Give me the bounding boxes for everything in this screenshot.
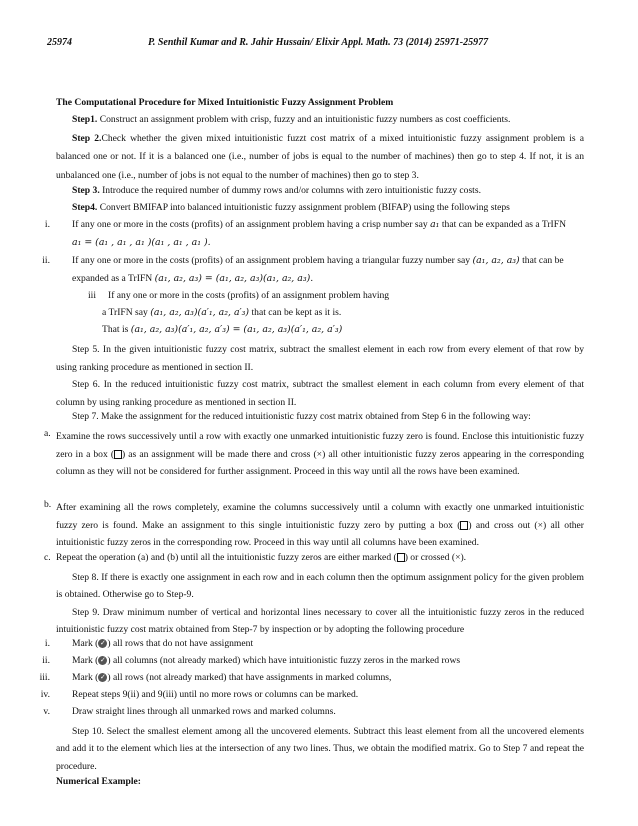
item-ii-body: If any one or more in the costs (profits) of an assignment problem having a triangular fuzzy number say [72, 255, 471, 266]
mark-item-2-post: ) all columns (not already marked) which have intuitionistic fuzzy zeros in the marked rows [107, 655, 461, 666]
mark-item-1-post: ) all rows that do not have assignment [107, 638, 254, 649]
checkmark-icon: ✓ [99, 639, 106, 648]
checkmark-icon: ✓ [99, 656, 106, 665]
step9-paragraph: Step 9. Draw minimum number of vertical and horizontal lines necessary to cover all the intuitionistic fuzzy zeros in the reduced intuitionistic fuzzy cost matrix obtained from Step-7 by inspection or by adopting the following procedure [56, 607, 584, 636]
mark-item-2 [72, 655, 460, 667]
item-c-text [56, 552, 466, 564]
running-header-citation: P. Senthil Kumar and R. Jahir Hussain/ Elixir Appl. Math. 73 (2014) 25971-25977 [148, 37, 489, 48]
item-ii-tail: that can be [519, 255, 564, 266]
item-iii-tail: that can be kept as it is. [249, 307, 342, 318]
item-i-tail: that can be expanded as a TrIFN [439, 219, 567, 230]
mark-item-1 [72, 638, 253, 650]
step2-paragraph [56, 130, 584, 185]
step4-paragraph [72, 202, 510, 214]
item-ii-line2-text: expanded as a TrIFN [72, 273, 153, 284]
item-b-label: b. [44, 499, 52, 510]
mark-item-4: Repeat steps 9(ii) and 9(iii) until no more rows or columns can be marked. [72, 689, 359, 700]
item-iii-line3 [102, 324, 342, 336]
checkmark-icon: ✓ [99, 673, 106, 682]
item-iii-body: If any one or more in the costs (profits) of an assignment problem having [108, 290, 390, 301]
section-title: The Computational Procedure for Mixed Intuitionistic Fuzzy Assignment Problem [56, 97, 394, 108]
item-i-text [72, 219, 566, 231]
step4-text: Convert BMIFAP into balanced intuitionistic fuzzy assignment problem (BIFAP) using the following steps [97, 202, 510, 213]
step10-paragraph: Step 10. Select the smallest element among all the uncovered elements. Subtract this least element from all the uncovered elements and add it to the element which lies at the intersection of any two lines. Thus, we obtain the modified matrix. Go to Step 7 and repeat the procedure. [56, 726, 584, 772]
item-ii-line2 [72, 273, 313, 285]
item-c-label: c. [44, 552, 51, 563]
mark-item-5-number: v. [43, 706, 50, 717]
mark-item-5: Draw straight lines through all unmarked rows and marked columns. [72, 706, 336, 717]
item-i-number: i. [44, 219, 50, 230]
item-iii-number: iii [88, 290, 96, 301]
item-c-text-2: ) or crossed (×). [404, 552, 467, 563]
step1-label: Step1. [72, 114, 98, 125]
item-b-text-2: ) and cross out (×) all other intuitionistic fuzzy zeros in the corresponding row. Proceed in this way until all columns have been examined. [56, 519, 584, 549]
page-number: 25974 [47, 37, 72, 48]
item-b-text-1: After examining all the rows completely, examine the columns successively until a column with exactly one unmarked intuitionistic fuzzy zero is found. Make an assignment to this single intuitionistic fuzzy zero by putting a box ( [56, 502, 584, 531]
step1-text: Construct an assignment problem with crisp, fuzzy and an intuitionistic fuzzy numbers as cost coefficients. [97, 114, 511, 125]
item-iii-line1 [88, 290, 389, 302]
item-iii-equation: (a₁, a₂, a₃)(a′₁, a₂, a′₃) = (a₁, a₂, a₃)(a′₁, a₂, a′₃) [130, 324, 343, 335]
item-c-text-1: Repeat the operation (a) and (b) until all the intuitionistic fuzzy zeros are either marked ( [56, 552, 397, 563]
mark-item-3-pre: Mark ( [72, 672, 99, 683]
item-iii-line2-text: a TrIFN say [102, 307, 148, 318]
mark-item-2-pre: Mark ( [72, 655, 99, 666]
item-iii-line2 [102, 307, 341, 319]
step7-paragraph: Step 7. Make the assignment for the reduced intuitionistic fuzzy cost matrix obtained from Step 6 in the following way: [72, 411, 531, 422]
mark-item-4-number: iv. [40, 689, 50, 700]
step6-paragraph: Step 6. In the reduced intuitionistic fuzzy cost matrix, subtract the smallest element in each column from every element of that column by using ranking procedure as mentioned in section II. [56, 379, 584, 408]
box-symbol-icon [114, 450, 122, 459]
item-iii-symbol: (a₁, a₂, a₃)(a′₁, a₂, a′₃) [150, 307, 250, 318]
item-ii-number: ii. [42, 255, 50, 266]
mark-item-3-number: iii. [39, 672, 50, 683]
step2-label: Step 2. [72, 133, 102, 144]
step5-paragraph: Step 5. In the given intuitionistic fuzzy cost matrix, subtract the smallest element in each row from every element of that row by using ranking procedure as mentioned in section II. [56, 344, 584, 373]
step3-text: Introduce the required number of dummy rows and/or columns with zero intuitionistic fuzzy costs. [99, 185, 481, 196]
item-a-text-1: Examine the rows successively until a row with exactly one unmarked intuitionistic fuzzy zero is found. Enclose this intuitionistic fuzzy zero in a box ( [56, 431, 584, 460]
item-b-text [56, 499, 584, 552]
item-a-text [56, 428, 584, 481]
item-i-equation: a₁ = (a₁ , a₁ , a₁ )(a₁ , a₁ , a₁ ). [72, 237, 211, 248]
item-ii-text [72, 255, 564, 267]
item-i-body: If any one or more in the costs (profits) of an assignment problem having a crisp number say [72, 219, 428, 230]
mark-item-3 [72, 672, 391, 684]
box-symbol-icon [397, 553, 405, 562]
step3-label: Step 3. [72, 185, 100, 196]
step1-paragraph [72, 114, 510, 126]
step2-text: Check whether the given mixed intuitionistic fuzzt cost matrix of a mixed intuitionistic fuzzy assignment problem is a balanced one or not. If it is a balanced one (i.e., number of jobs is equal to the number of machines) then go to step 4. If not, it is an unbalanced one (i.e., number of jobs is not equal to the number of machines) then go to step 3. [56, 133, 585, 181]
step4-label: Step4. [72, 202, 98, 213]
item-ii-symbol: (a₁, a₂, a₃) [472, 255, 520, 266]
mark-item-1-number: i. [44, 638, 50, 649]
item-iii-line3-text: That is [102, 324, 129, 335]
mark-item-1-pre: Mark ( [72, 638, 99, 649]
item-ii-equation: (a₁, a₂, a₃) = (a₁, a₂, a₃)(a₁, a₂, a₃). [154, 273, 314, 284]
numerical-example-heading: Numerical Example: [56, 776, 141, 787]
item-i-symbol: a₁ [430, 219, 440, 230]
step8-paragraph: Step 8. If there is exactly one assignment in each row and in each column then the optimum assignment policy for the given problem is obtained. Otherwise go to Step-9. [56, 572, 584, 601]
item-a-label: a. [44, 428, 51, 439]
step3-paragraph [72, 185, 481, 197]
mark-item-3-post: ) all rows (not already marked) that have assignments in marked columns, [107, 672, 392, 683]
mark-item-2-number: ii. [42, 655, 50, 666]
item-a-text-2: ) as an assignment will be made there and cross (×) all other intuitionistic fuzzy zeros appearing in the corresponding column as they will not be considered for further assignment. Proceed in this way until all the rows have been examined. [56, 448, 584, 478]
